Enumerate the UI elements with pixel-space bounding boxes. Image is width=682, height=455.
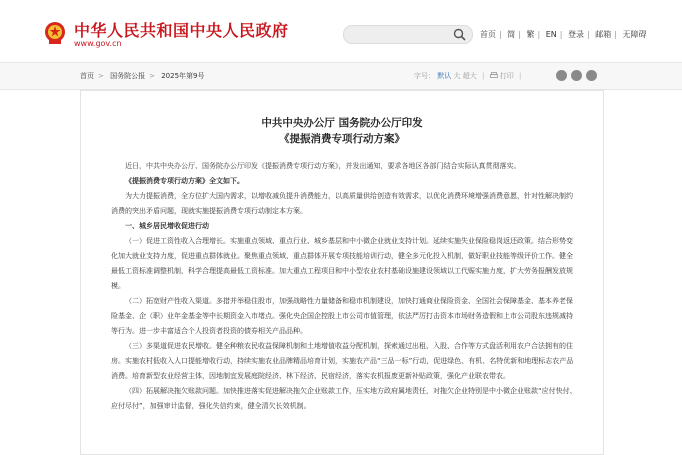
link-mailbox[interactable]: 邮箱	[595, 30, 612, 39]
weibo-icon[interactable]	[571, 70, 582, 81]
article-title-line2: 《提振消费专项行动方案》	[279, 133, 405, 145]
site-title[interactable]: 中华人民共和国中央人民政府	[74, 21, 289, 40]
breadcrumb-home[interactable]: 首页	[80, 72, 94, 80]
wechat-icon[interactable]	[556, 70, 567, 81]
paragraph-item-4: （四）拓展解决拖欠账款问题。加快推进落实促进解决拖欠企业账款工作，压实地方政府属地责任，对拖欠企业特别是中小微企业账款“应付快付、应付尽付”，加强审计监督，强化失信约束，健全清欠长效机制。	[111, 387, 577, 410]
top-links: 首页 | 简 | 繁 | EN | 登录 | 邮箱 | 无障碍	[480, 30, 647, 39]
national-emblem-icon[interactable]	[44, 21, 66, 45]
paragraph-item-1: （一）促进工资性收入合理增长。实施重点领域、重点行业、城乡基层和中小微企业就业支持计划。延续实施失业保险稳岗返还政策。结合形势变化加大就业支持力度，促进重点群体就业。聚焦重点领域、重点群体开展专项技能培训行动，健全多元化投入机制，做好职业技能等级评价工作。健全最低工资标准调整机制，科学合理提高最低工资标准。加大重点工程项目和中小型农业农村基础设施建设领域以工代赈实施力度，扩大劳务报酬发放规模。	[111, 237, 573, 290]
paragraph-item-2: （二）拓宽财产性收入渠道。多措并举稳住股市，加强战略性力量储备和稳市机制建设，加快打通商业保险资金、全国社会保障基金、基本养老保险基金、企（职）业年金基金等中长期资金入市堵点。强化央企国企控股上市公司市值管理，依法严厉打击资本市场财务造假和上市公司股东违规减持等行为。进一步丰富适合个人投资者投资的债券相关产品品种。	[111, 297, 573, 335]
link-simplified[interactable]: 简	[507, 30, 516, 39]
paragraph-intro: 近日，中共中央办公厅、国务院办公厅印发《提振消费专项行动方案》，并发出通知，要求各地区各部门结合实际认真贯彻落实。	[125, 162, 521, 170]
paragraph-preface: 为大力提振消费，全方位扩大国内需求，以增收减负提升消费能力，以高质量供给创造有效需求，以优化消费环境增强消费意愿，针对性解决制约消费的突出矛盾问题，现就实施提振消费专项行动制定本方案。	[111, 192, 573, 215]
font-size-large[interactable]: 大	[453, 72, 461, 80]
font-size-tools: 字号： 默认 大 超大 | 打印 |	[414, 72, 522, 80]
paragraph-item-3: （三）多渠道促进农民增收。健全种粮农民收益保障机制和土地增值收益分配机制，探索通过出租、入股、合作等方式盘活利用农户合法拥有的住房。实施农村低收入人口提能增收行动，持续实施农业品牌精品培育计划，实施农产品“三品一标”行动，促进绿色、有机、名特优新和地理标志农产品消费。培育新型农业经营主体，因地制宜发展庭院经济、林下经济、民宿经济，落实农机报废更新补贴政策，强化产业联农带农。	[111, 342, 574, 380]
font-size-largest[interactable]: 超大	[462, 72, 477, 80]
share-icons	[556, 70, 606, 82]
breadcrumb: 首页 > 国务院公报 > 2025年第9号	[80, 72, 205, 80]
search-input[interactable]	[343, 25, 473, 44]
link-login[interactable]: 登录	[568, 30, 585, 39]
search-icon[interactable]	[453, 28, 466, 41]
link-english[interactable]: EN	[545, 30, 557, 39]
print-icon[interactable]	[490, 72, 498, 79]
link-traditional[interactable]: 繁	[526, 30, 535, 39]
paragraph-fulltext-note: 《提振消费专项行动方案》全文如下。	[125, 177, 244, 185]
qzone-icon[interactable]	[586, 70, 597, 81]
breadcrumb-bar	[0, 62, 682, 90]
section-heading: 一、城乡居民增收促进行动	[125, 222, 209, 230]
font-size-label: 字号：	[414, 72, 435, 80]
article-body	[111, 159, 577, 414]
article-content	[80, 90, 604, 455]
breadcrumb-bulletin[interactable]: 国务院公报	[110, 72, 146, 80]
print-button[interactable]: 打印	[499, 72, 514, 80]
article-title-line1: 中共中央办公厅 国务院办公厅印发	[261, 117, 423, 129]
breadcrumb-issue[interactable]: 2025年第9号	[161, 72, 205, 80]
site-url: www.gov.cn	[74, 39, 122, 48]
font-size-default[interactable]: 默认	[437, 72, 452, 80]
site-header	[0, 0, 682, 62]
link-home[interactable]: 首页	[480, 30, 496, 39]
link-accessibility[interactable]: 无障碍	[622, 30, 647, 39]
